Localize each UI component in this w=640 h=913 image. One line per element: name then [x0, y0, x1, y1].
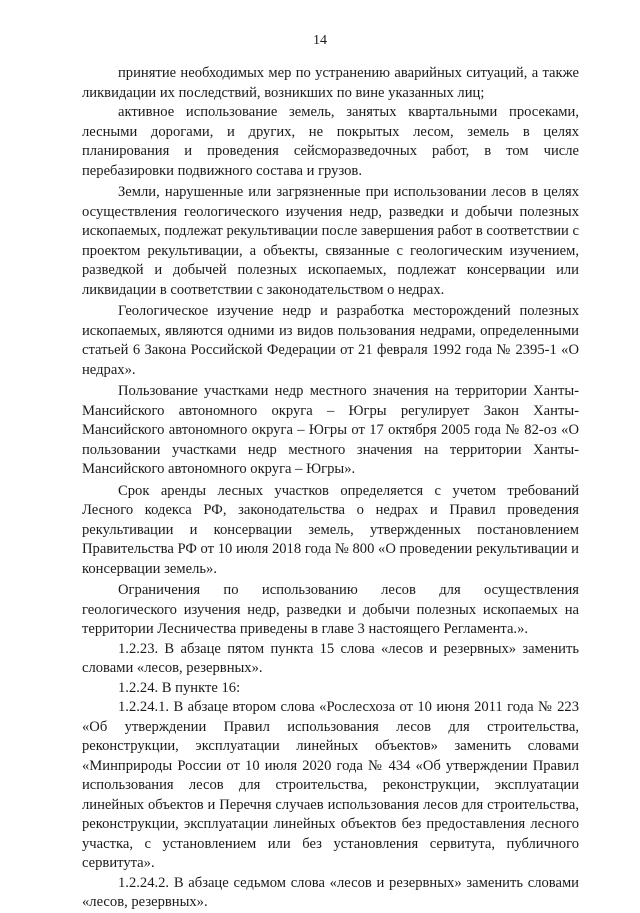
paragraph: принятие необходимых мер по устранению аварийных ситуаций, а также ликвидации их последствий, возникших по вине указанных лиц; — [82, 65, 579, 101]
paragraph: Земли, нарушенные или загрязненные при использовании лесов в целях осуществления геологического изучения недр, разведки и добычи полезных ископаемых, подлежат рекультивации после завершения работ в соответствии с проектом рекультивации, а объекты, связанные с геологическим изучением, разведкой и добычей полезных ископаемых, подлежат консервации или ликвидации в соответствии с законодательством о недрах. — [82, 184, 579, 298]
paragraph: Пользование участками недр местного значения на территории Ханты-Мансийского автономного округа – Югры регулирует Закон Ханты-Мансийского автономного округа – Югры от 17 октября 2005 года № 82-оз «О пользовании участками недр местного значения на территории Ханты-Мансийского автономного округа – Югры». — [82, 383, 579, 477]
paragraph: Геологическое изучение недр и разработка месторождений полезных ископаемых, являются одними из видов пользования недрами, определенными статьей 6 Закона Российской Федерации от 21 февраля 1992 года № 2395-1 «О недрах». — [82, 303, 579, 378]
paragraph: Срок аренды лесных участков определяется с учетом требований Лесного кодекса РФ, законодательства о недрах и Правил проведения рекультивации и консервации земель, утвержденных постановлением Правительства РФ от 10 июля 2018 года № 800 «О проведении рекультивации и консервации земель». — [82, 482, 579, 577]
paragraph: 1.2.24.2. В абзаце седьмом слова «лесов и резервных» заменить словами «лесов, резервных». — [82, 874, 579, 910]
paragraph: Ограничения по использованию лесов для осуществления геологического изучения недр, разведки и добычи полезных ископаемых на территории Лесничества приведены в главе 3 настоящего Регламента.». — [82, 582, 579, 637]
document-body — [82, 64, 579, 913]
page-number: 14 — [313, 33, 327, 48]
paragraph: активное использование земель, занятых квартальными просеками, лесными дорогами, и других, не покрытых лесом, земель в целях планирования и проведения сейсморазведочных работ, в том числе перебазировки подвижного состава и грузов. — [82, 104, 579, 179]
paragraph: 1.2.23. В абзаце пятом пункта 15 слова «лесов и резервных» заменить словами «лесов, резервных». — [82, 640, 579, 676]
paragraph: 1.2.24.1. В абзаце втором слова «Рослесхоза от 10 июня 2011 года № 223 «Об утверждении Правил использования лесов для строительства, реконструкции, эксплуатации линейных объектов» заменить словами «Минприроды России от 10 июля 2020 года № 434 «Об утверждении Правил использования лесов для строительства, реконструкции, эксплуатации линейных объектов и Перечня случаев использования лесов для строительства, реконструкции, эксплуатации линейных объектов без предоставления лесного участка, с установлением или без установления сервитута, публичного сервитута». — [82, 699, 579, 871]
paragraph: 1.2.24. В пункте 16: — [118, 679, 241, 696]
